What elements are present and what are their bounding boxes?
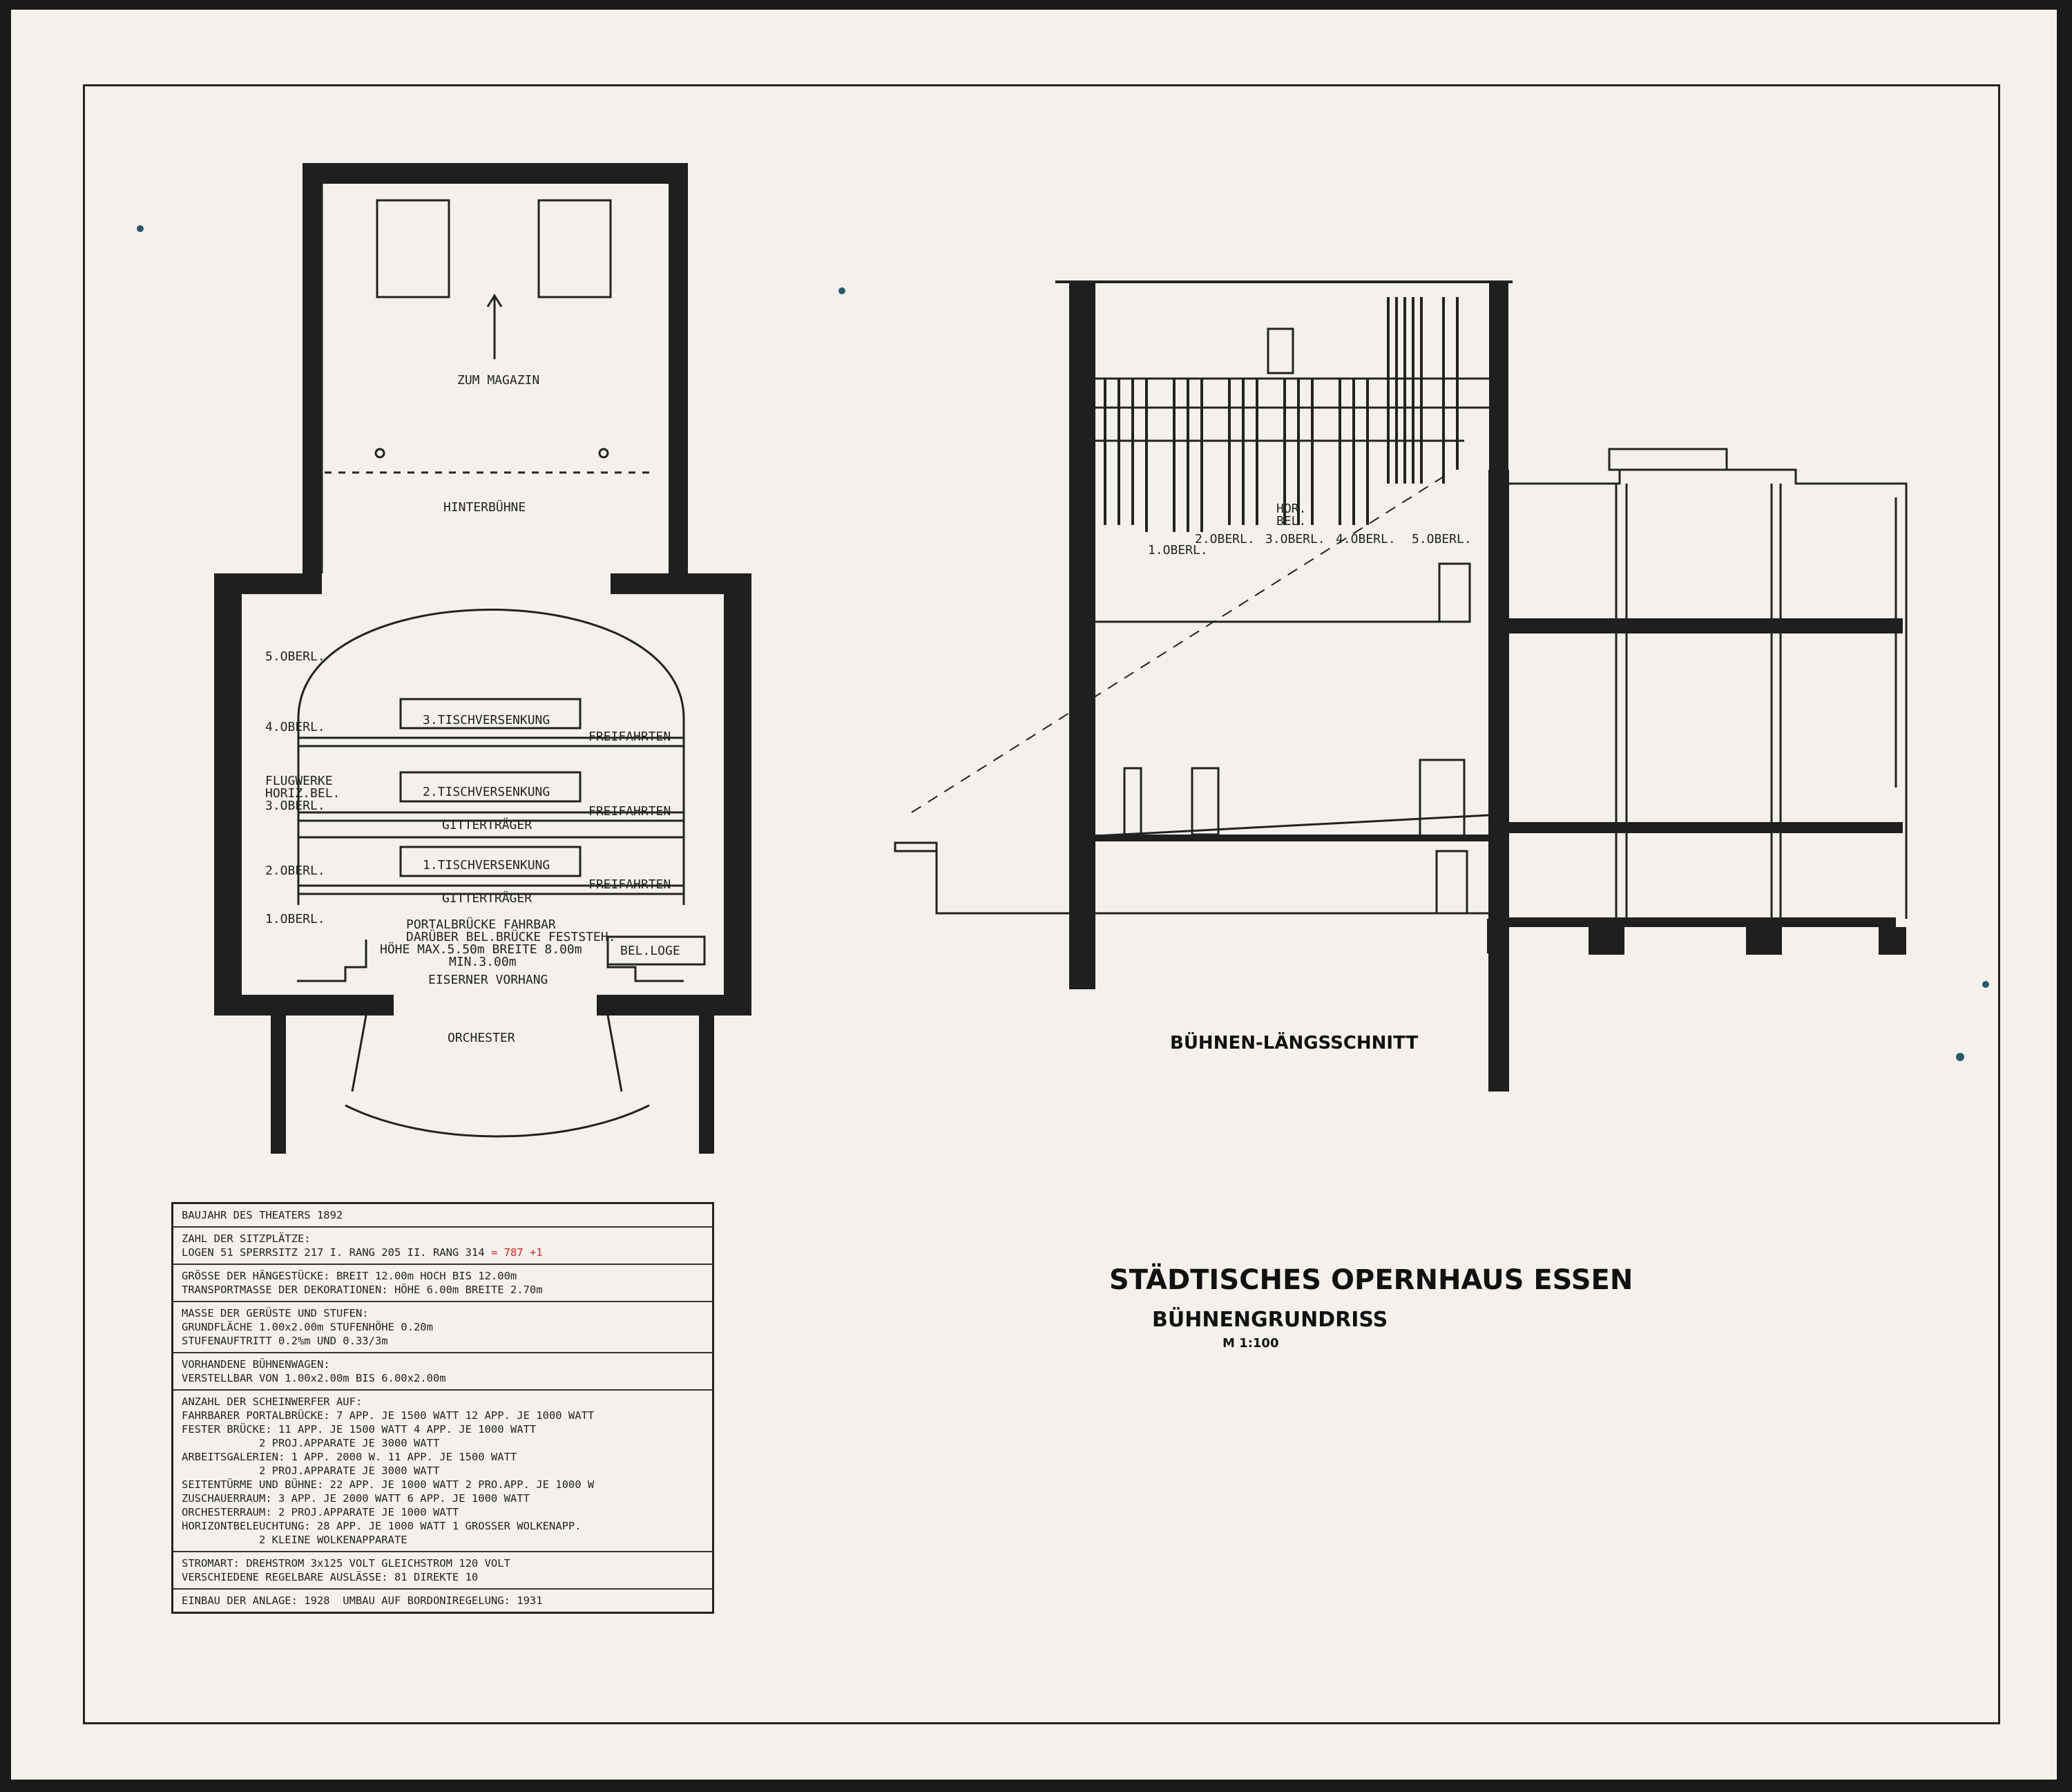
info-sch-4: 2 PROJ.APPARATE JE 3000 WATT bbox=[182, 1437, 440, 1449]
info-sitzplaetze bbox=[173, 1228, 712, 1265]
label-tisch-1: 1.TISCHVERSENKUNG bbox=[423, 858, 550, 873]
label-freifahrten-2: FREIFAHRTEN bbox=[588, 804, 671, 819]
section-label-2-oberl: 2.OBERL. bbox=[1195, 532, 1255, 546]
label-eiserner-vorhang: EISERNER VORHANG bbox=[428, 973, 548, 987]
scale-label: M 1:100 bbox=[1222, 1336, 1279, 1351]
label-gittertraeger-2: GITTERTRÄGER bbox=[442, 891, 533, 906]
label-horiz-bel: HORIZ.BEL. bbox=[265, 786, 340, 801]
info-einbau: EINBAU DER ANLAGE: 1928 UMBAU AUF BORDONIREGELUNG: 1931 bbox=[182, 1594, 543, 1607]
info-sch-8: ZUSCHAUERRAUM: 3 APP. JE 2000 WATT 6 APP. JE 1000 WATT bbox=[182, 1492, 530, 1505]
label-3-oberl: 3.OBERL. bbox=[265, 799, 325, 813]
label-tisch-3: 3.TISCHVERSENKUNG bbox=[423, 713, 550, 727]
label-hinterbuehne: HINTERBÜHNE bbox=[443, 500, 526, 515]
info-buehnenwagen bbox=[173, 1353, 712, 1391]
ink-dot bbox=[1982, 981, 1989, 988]
label-portal-1: PORTALBRÜCKE FAHRBAR bbox=[406, 917, 556, 932]
info-strom-2: VERSCHIEDENE REGELBARE AUSLÄSSE: 81 DIREKTE 10 bbox=[182, 1571, 479, 1583]
section-label-5-oberl: 5.OBERL. bbox=[1412, 532, 1472, 546]
label-bel-loge: BEL.LOGE bbox=[620, 944, 680, 958]
label-freifahrten-1: FREIFAHRTEN bbox=[588, 730, 671, 744]
ink-dot bbox=[838, 287, 845, 294]
info-sch-1: ANZAHL DER SCHEINWERFER AUF: bbox=[182, 1395, 363, 1408]
info-groesse-1: GRÖSSE DER HÄNGESTÜCKE: BREIT 12.00m HOCH BIS 12.00m bbox=[182, 1270, 517, 1282]
info-strom-1: STROMART: DREHSTROM 3x125 VOLT GLEICHSTROM 120 VOLT bbox=[182, 1557, 510, 1570]
label-orchester: ORCHESTER bbox=[448, 1031, 515, 1045]
info-groesse-2: TRANSPORTMASSE DER DEKORATIONEN: HÖHE 6.00m BREITE 2.70m bbox=[182, 1284, 543, 1296]
section-label-1-oberl: 1.OBERL. bbox=[1148, 543, 1208, 557]
info-sitz-note: = 787 +1 bbox=[490, 1246, 543, 1259]
label-freifahrten-3: FREIFAHRTEN bbox=[588, 877, 671, 892]
label-portal-2: DARÜBER BEL.BRÜCKE FESTSTEH. bbox=[406, 930, 616, 944]
section-label-bel: BEL. bbox=[1276, 514, 1307, 528]
info-scheinwerfer bbox=[173, 1391, 712, 1552]
label-portal-4: MIN.3.00m bbox=[449, 955, 517, 969]
info-groesse bbox=[173, 1265, 712, 1302]
ink-dot bbox=[137, 225, 144, 232]
section-title: BÜHNEN-LÄNGSSCHNITT bbox=[1170, 1033, 1419, 1054]
section-label-hor: HOR. bbox=[1276, 502, 1307, 516]
label-tisch-2: 2.TISCHVERSENKUNG bbox=[423, 785, 550, 799]
section-label-4-oberl: 4.OBERL. bbox=[1336, 532, 1396, 546]
label-zum-magazin: ZUM MAGAZIN bbox=[457, 373, 540, 388]
info-sitz-1: ZAHL DER SITZPLÄTZE: bbox=[182, 1232, 311, 1245]
info-masse bbox=[173, 1302, 712, 1353]
info-sch-9: ORCHESTERRAUM: 2 PROJ.APPARATE JE 1000 WATT bbox=[182, 1506, 459, 1518]
info-baujahr: BAUJAHR DES THEATERS 1892 bbox=[173, 1204, 712, 1228]
label-flugwerke: FLUGWERKE bbox=[265, 774, 333, 788]
label-5-oberl: 5.OBERL. bbox=[265, 649, 325, 664]
label-1-oberl: 1.OBERL. bbox=[265, 912, 325, 926]
info-masse-3: STUFENAUFTRITT 0.2%m UND 0.33/3m bbox=[182, 1335, 388, 1347]
info-sch-10: HORIZONTBELEUCHTUNG: 28 APP. JE 1000 WATT 1 GROSSER WOLKENAPP. bbox=[182, 1520, 582, 1532]
info-sch-11: 2 KLEINE WOLKENAPPARATE bbox=[182, 1534, 407, 1546]
label-gittertraeger-1: GITTERTRÄGER bbox=[442, 818, 533, 832]
info-masse-1: MASSE DER GERÜSTE UND STUFEN: bbox=[182, 1307, 369, 1319]
info-sitz-2: LOGEN 51 SPERRSITZ 217 I. RANG 205 II. RANG 314 bbox=[182, 1246, 485, 1259]
info-sch-5: ARBEITSGALERIEN: 1 APP. 2000 W. 11 APP. JE 1500 WATT bbox=[182, 1451, 517, 1463]
main-title: STÄDTISCHES OPERNHAUS ESSEN bbox=[1109, 1264, 1633, 1296]
info-sch-7: SEITENTÜRME UND BÜHNE: 22 APP. JE 1000 WATT 2 PRO.APP. JE 1000 W bbox=[182, 1478, 595, 1491]
info-wagen-1: VORHANDENE BÜHNENWAGEN: bbox=[182, 1358, 330, 1371]
info-sch-6: 2 PROJ.APPARATE JE 3000 WATT bbox=[182, 1465, 440, 1477]
label-4-oberl: 4.OBERL. bbox=[265, 720, 325, 734]
info-masse-2: GRUNDFLÄCHE 1.00x2.00m STUFENHÖHE 0.20m bbox=[182, 1321, 433, 1333]
floor-plan-walls bbox=[214, 163, 1906, 1154]
info-wagen-2: VERSTELLBAR VON 1.00x2.00m BIS 6.00x2.00m bbox=[182, 1372, 446, 1384]
info-sch-3: FESTER BRÜCKE: 11 APP. JE 1500 WATT 4 APP. JE 1000 WATT bbox=[182, 1423, 537, 1436]
info-table bbox=[171, 1202, 714, 1614]
info-sch-2: FAHRBARER PORTALBRÜCKE: 7 APP. JE 1500 WATT 12 APP. JE 1000 WATT bbox=[182, 1409, 595, 1422]
floor-plan-lines bbox=[297, 184, 1906, 1136]
label-portal-3: HÖHE MAX.5.50m BREITE 8.00m bbox=[380, 942, 582, 957]
info-stromart bbox=[173, 1552, 712, 1590]
section-label-3-oberl: 3.OBERL. bbox=[1265, 532, 1325, 546]
ink-dot bbox=[1956, 1053, 1964, 1061]
subtitle: BÜHNENGRUNDRISS bbox=[1152, 1308, 1388, 1332]
label-2-oberl: 2.OBERL. bbox=[265, 864, 325, 878]
